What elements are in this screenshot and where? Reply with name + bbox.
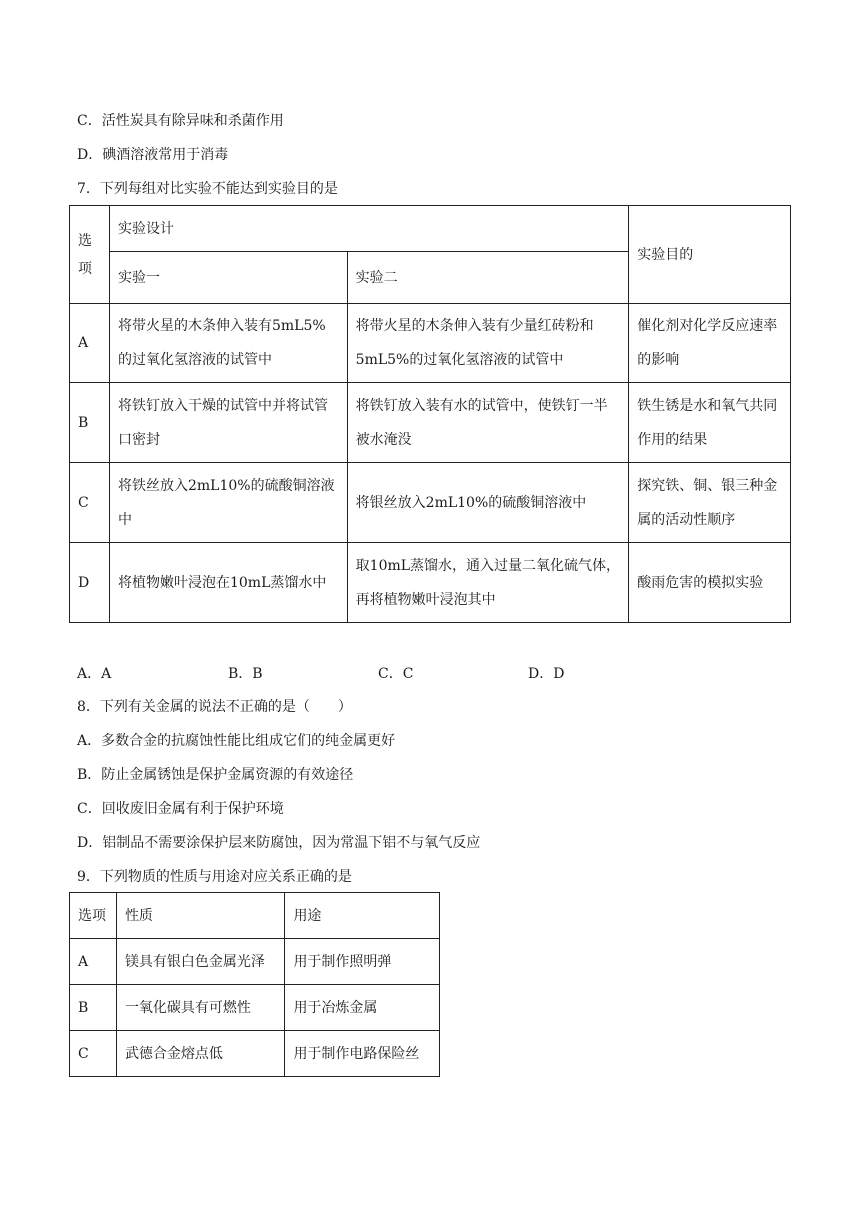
use-cell: 用于冶炼金属 — [285, 985, 440, 1031]
table-row — [70, 304, 791, 383]
exp2-cell: 将铁钉放入装有水的试管中，使铁钉一半被水淹没 — [347, 383, 629, 463]
table-row — [70, 463, 791, 543]
q8-stem: 8．下列有关金属的说法不正确的是（ ） — [77, 699, 352, 715]
table-row — [70, 939, 440, 985]
property-cell: 武德合金熔点低 — [116, 1031, 285, 1077]
row-option: A — [70, 304, 110, 383]
row-option: B — [70, 985, 117, 1031]
q8-option-b: B．防止金属锈蚀是保护金属资源的有效途径 — [77, 767, 354, 783]
q9-header-row — [70, 893, 440, 939]
purpose-header: 实验目的 — [629, 206, 791, 304]
option-header: 选项 — [70, 893, 117, 939]
property-cell: 镁具有银白色金属光泽 — [116, 939, 285, 985]
purpose-cell: 酸雨危害的模拟实验 — [629, 543, 791, 623]
q7-answer-c: C．C — [378, 666, 414, 682]
q6-option-d: D．碘酒溶液常用于消毒 — [77, 147, 229, 163]
q9-table — [69, 892, 440, 1077]
use-header: 用途 — [285, 893, 440, 939]
design-header: 实验设计 — [109, 206, 628, 252]
purpose-cell: 探究铁、铜、银三种金属的活动性顺序 — [629, 463, 791, 543]
table-row — [70, 383, 791, 463]
purpose-cell: 铁生锈是水和氧气共同作用的结果 — [629, 383, 791, 463]
row-option: D — [70, 543, 110, 623]
row-option: B — [70, 383, 110, 463]
use-cell: 用于制作照明弹 — [285, 939, 440, 985]
q7-answer-b: B．B — [228, 666, 263, 682]
use-cell: 用于制作电路保险丝 — [285, 1031, 440, 1077]
exp2-cell: 取10mL蒸馏水，通入过量二氧化硫气体，再将植物嫩叶浸泡其中 — [347, 543, 629, 623]
q7-answer-a: A．A — [77, 666, 112, 682]
table-row — [70, 985, 440, 1031]
exp2-header: 实验二 — [347, 252, 629, 304]
q7-stem: 7．下列每组对比实验不能达到实验目的是 — [77, 181, 338, 197]
q9-stem: 9．下列物质的性质与用途对应关系正确的是 — [77, 869, 352, 885]
table-row — [70, 543, 791, 623]
exp1-cell: 将铁丝放入2mL10%的硫酸铜溶液中 — [109, 463, 347, 543]
q7-table — [69, 205, 791, 623]
row-option: C — [70, 1031, 117, 1077]
exp1-header: 实验一 — [109, 252, 347, 304]
exp1-cell: 将铁钉放入干燥的试管中并将试管口密封 — [109, 383, 347, 463]
q7-answer-d: D．D — [528, 666, 565, 682]
row-option: C — [70, 463, 110, 543]
option-column-header: 选项 — [70, 206, 110, 304]
exp1-cell: 将带火星的木条伸入装有5mL5%的过氧化氢溶液的试管中 — [109, 304, 347, 383]
q6-option-c: C．活性炭具有除异味和杀菌作用 — [77, 113, 284, 129]
table-row — [70, 1031, 440, 1077]
q8-option-c: C．回收废旧金属有利于保护环境 — [77, 801, 284, 817]
property-cell: 一氧化碳具有可燃性 — [116, 985, 285, 1031]
exp2-cell: 将带火星的木条伸入装有少量红砖粉和5mL5%的过氧化氢溶液的试管中 — [347, 304, 629, 383]
row-option: A — [70, 939, 117, 985]
purpose-cell: 催化剂对化学反应速率的影响 — [629, 304, 791, 383]
q8-option-a: A．多数合金的抗腐蚀性能比组成它们的纯金属更好 — [77, 733, 396, 749]
q8-option-d: D．铝制品不需要涂保护层来防腐蚀，因为常温下铝不与氧气反应 — [77, 835, 481, 851]
property-header: 性质 — [116, 893, 285, 939]
q7-header-row — [70, 206, 791, 252]
exp1-cell: 将植物嫩叶浸泡在10mL蒸馏水中 — [109, 543, 347, 623]
exp2-cell: 将银丝放入2mL10%的硫酸铜溶液中 — [347, 463, 629, 543]
